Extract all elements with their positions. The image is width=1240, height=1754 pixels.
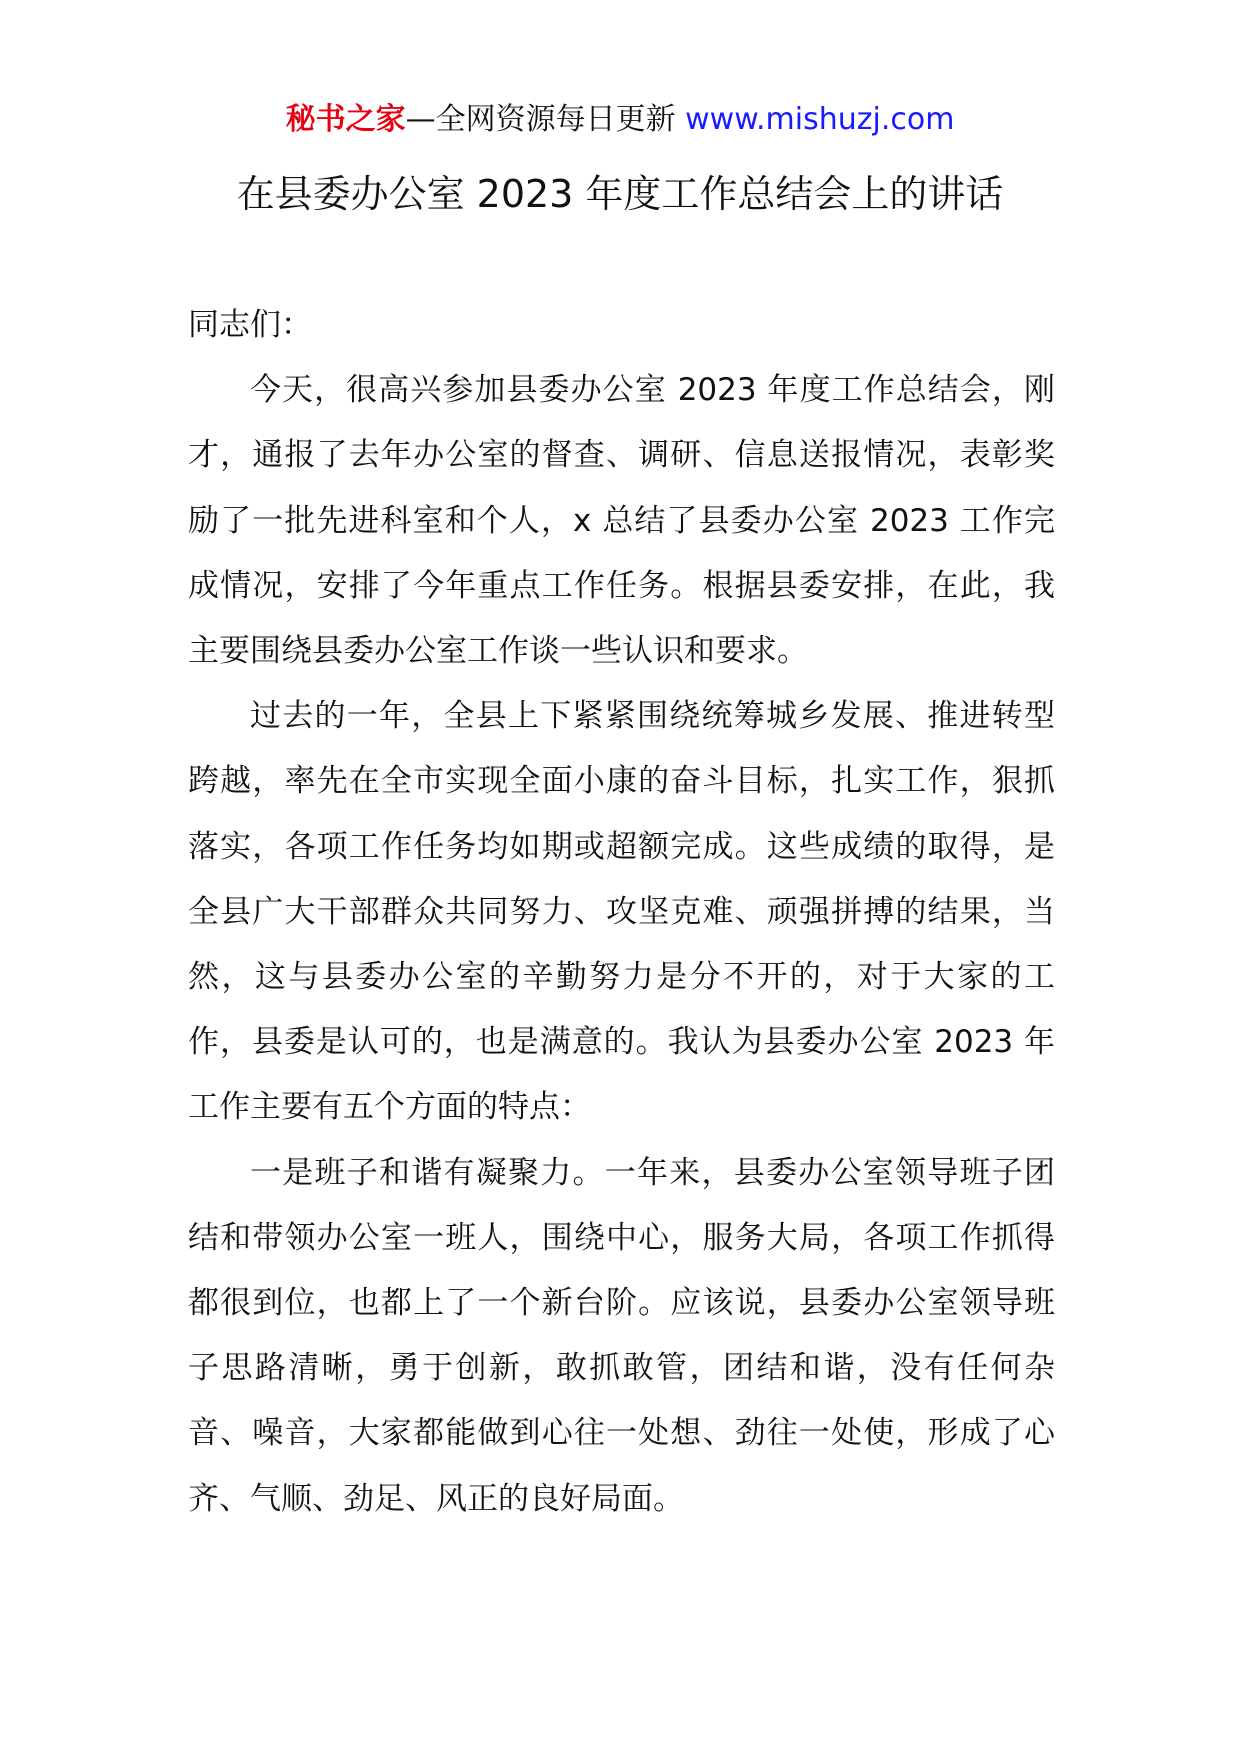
site-slogan: —全网资源每日更新	[405, 102, 686, 137]
site-header	[0, 100, 1240, 140]
brand-name: 秘书之家	[285, 102, 406, 137]
salutation: 同志们：	[188, 307, 312, 343]
site-url-link[interactable]: www.mishuzj.com	[685, 102, 955, 137]
paragraph-3: 一是班子和谐有凝聚力。一年来，县委办公室领导班子团结和带领办公室一班人，围绕中心，服务大局，各项工作抓得都很到位，也都上了一个新台阶。应该说，县委办公室领导班子思路清晰，勇于创新，敢抓敢管，团结和谐，没有任何杂音、噪音，大家都能做到心往一处想、劲往一处使，形成了心齐、气顺、劲足、风正的良好局面。	[188, 1154, 1055, 1517]
document-body	[188, 293, 1055, 1532]
document-title: 在县委办公室 2023 年度工作总结会上的讲话	[236, 172, 1004, 216]
paragraph-1: 今天，很高兴参加县委办公室 2023 年度工作总结会，刚才，通报了去年办公室的督查、调研、信息送报情况，表彰奖励了一批先进科室和个人，x 总结了县委办公室 2023 工作完成情况，安排了今年重点工作任务。根据县委安排，在此，我主要围绕县委办公室工作谈一些认识和要求。	[188, 372, 1055, 670]
paragraph-2: 过去的一年，全县上下紧紧围绕统筹城乡发展、推进转型跨越，率先在全市实现全面小康的奋斗目标，扎实工作，狠抓落实，各项工作任务均如期或超额完成。这些成绩的取得，是全县广大干部群众共同努力、攻坚克难、顽强拼搏的结果，当然，这与县委办公室的辛勤努力是分不开的，对于大家的工作，县委是认可的，也是满意的。我认为县委办公室 2023 年工作主要有五个方面的特点：	[188, 698, 1055, 1126]
